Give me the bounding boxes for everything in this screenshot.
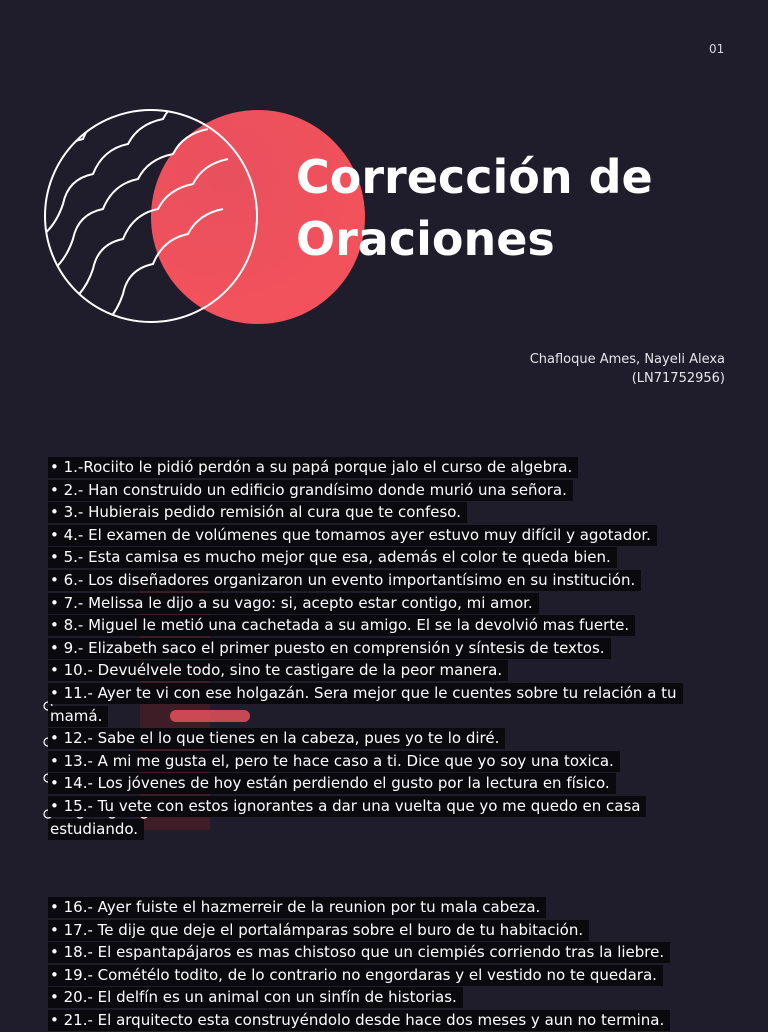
list-item: • 2.- Han construido un edificio grandísimo donde murió una señora. <box>48 479 732 502</box>
list-item: • 12.- Sabe el lo que tienes en la cabeza, pues yo te lo diré. <box>48 727 732 750</box>
page-title <box>296 146 653 270</box>
list-item: • 21.- El arquitecto esta construyéndolo desde hace dos meses y aun no termina. <box>48 1009 732 1032</box>
list-item: • 7.- Melissa le dijo a su vago: si, acepto estar contigo, mi amor. <box>48 592 732 615</box>
author-name: Chafloque Ames, Nayeli Alexa <box>529 352 725 367</box>
list-item: • 9.- Elizabeth saco el primer puesto en comprensión y síntesis de textos. <box>48 637 732 660</box>
list-item: • 13.- A mi me gusta el, pero te hace caso a ti. Dice que yo soy una toxica. <box>48 750 732 773</box>
list-item: • 15.- Tu vete con estos ignorantes a dar una vuelta que yo me quedo en casa estudiando. <box>48 795 732 840</box>
list-item: • 14.- Los jóvenes de hoy están perdiendo el gusto por la lectura en físico. <box>48 772 732 795</box>
list-item: • 4.- El examen de volúmenes que tomamos ayer estuvo muy difícil y agotador. <box>48 524 732 547</box>
list-item: • 1.-Rociito le pidió perdón a su papá porque jalo el curso de algebra. <box>48 456 732 479</box>
title-line-2: Oraciones <box>296 212 555 266</box>
list-item: • 18.- El espantapájaros es mas chistoso que un ciempiés corriendo tras la liebre. <box>48 941 732 964</box>
list-item: • 17.- Te dije que deje el portalámparas sobre el buro de tu habitación. <box>48 919 732 942</box>
sentence-list-1 <box>48 456 732 840</box>
list-item: • 6.- Los diseñadores organizaron un evento importantísimo en su institución. <box>48 569 732 592</box>
list-item: • 20.- El delfín es un animal con un sinfín de historias. <box>48 986 732 1009</box>
title-line-1: Corrección de <box>296 150 653 204</box>
author-id: (LN71752956) <box>631 371 725 386</box>
list-item: • 10.- Devuélvele todo, sino te castigare de la peor manera. <box>48 659 732 682</box>
list-item: • 11.- Ayer te vi con ese holgazán. Sera mejor que le cuentes sobre tu relación a tu mamá. <box>48 682 732 727</box>
author-block <box>530 350 725 388</box>
list-item: • 5.- Esta camisa es mucho mejor que esa, además el color te queda bien. <box>48 546 732 569</box>
page-number: 01 <box>709 42 725 56</box>
sentence-list-2 <box>48 896 732 1032</box>
list-item: • 16.- Ayer fuiste el hazmerreir de la reunion por tu mala cabeza. <box>48 896 732 919</box>
list-item: • 8.- Miguel le metió una cachetada a su amigo. El se la devolvió mas fuerte. <box>48 614 732 637</box>
list-item: • 19.- Cométélo todito, de lo contrario no engordaras y el vestido no te quedara. <box>48 964 732 987</box>
list-item: • 3.- Hubierais pedido remisión al cura que te confeso. <box>48 501 732 524</box>
